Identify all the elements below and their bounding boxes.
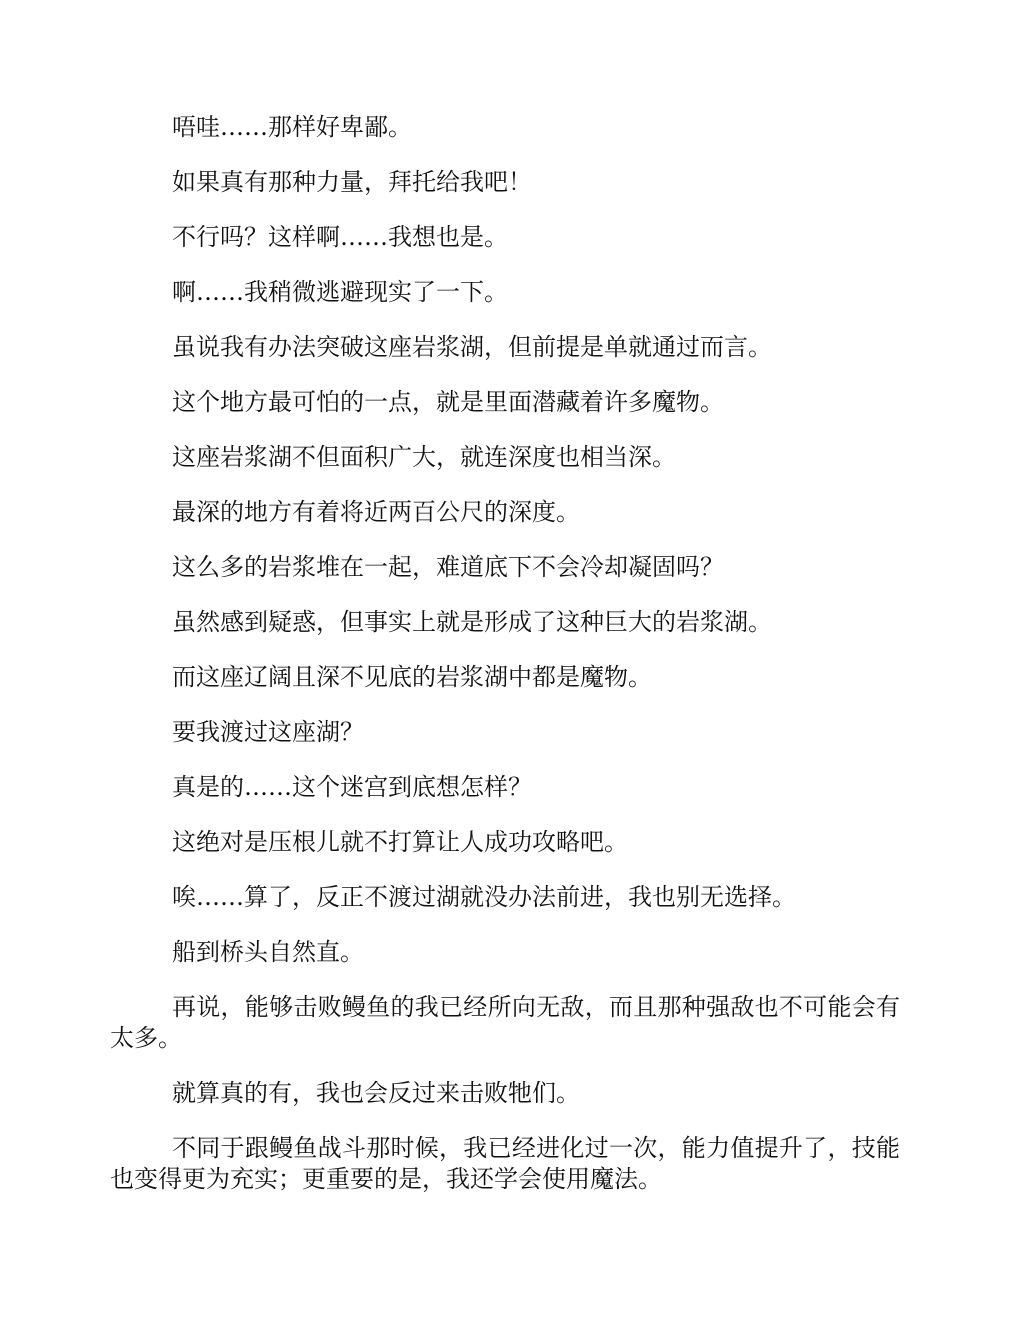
paragraph: 再说，能够击败鳗鱼的我已经所向无敌，而且那种强敌也不可能会有太多。 [110,993,900,1052]
paragraph: 这么多的岩浆堆在一起，难道底下不会冷却凝固吗？ [172,553,724,581]
text-body [110,112,900,1219]
paragraph: 要我渡过这座湖？ [172,718,364,746]
paragraph: 唉……算了，反正不渡过湖就没办法前进，我也别无选择。 [172,883,796,911]
paragraph: 最深的地方有着将近两百公尺的深度。 [172,498,580,526]
paragraph: 这座岩浆湖不但面积广大，就连深度也相当深。 [172,443,676,471]
paragraph: 船到桥头自然直。 [172,938,364,966]
paragraph: 不同于跟鳗鱼战斗那时候，我已经进化过一次，能力值提升了，技能也变得更为充实；更重要的是，我还学会使用魔法。 [110,1134,900,1193]
paragraph: 而这座辽阔且深不见底的岩浆湖中都是魔物。 [172,663,652,691]
paragraph: 虽然感到疑惑，但事实上就是形成了这种巨大的岩浆湖。 [172,608,772,636]
paragraph: 这个地方最可怕的一点，就是里面潜藏着许多魔物。 [172,388,724,416]
paragraph: 就算真的有，我也会反过来击败牠们。 [172,1079,580,1107]
paragraph: 啊……我稍微逃避现实了一下。 [172,278,508,306]
paragraph: 不行吗？这样啊……我想也是。 [172,223,508,251]
paragraph: 这绝对是压根儿就不打算让人成功攻略吧。 [172,828,628,856]
paragraph: 真是的……这个迷宫到底想怎样？ [172,773,532,801]
paragraph: 虽说我有办法突破这座岩浆湖，但前提是单就通过而言。 [172,333,772,361]
paragraph: 如果真有那种力量，拜托给我吧！ [172,168,532,196]
paragraph: 唔哇……那样好卑鄙。 [172,113,412,141]
